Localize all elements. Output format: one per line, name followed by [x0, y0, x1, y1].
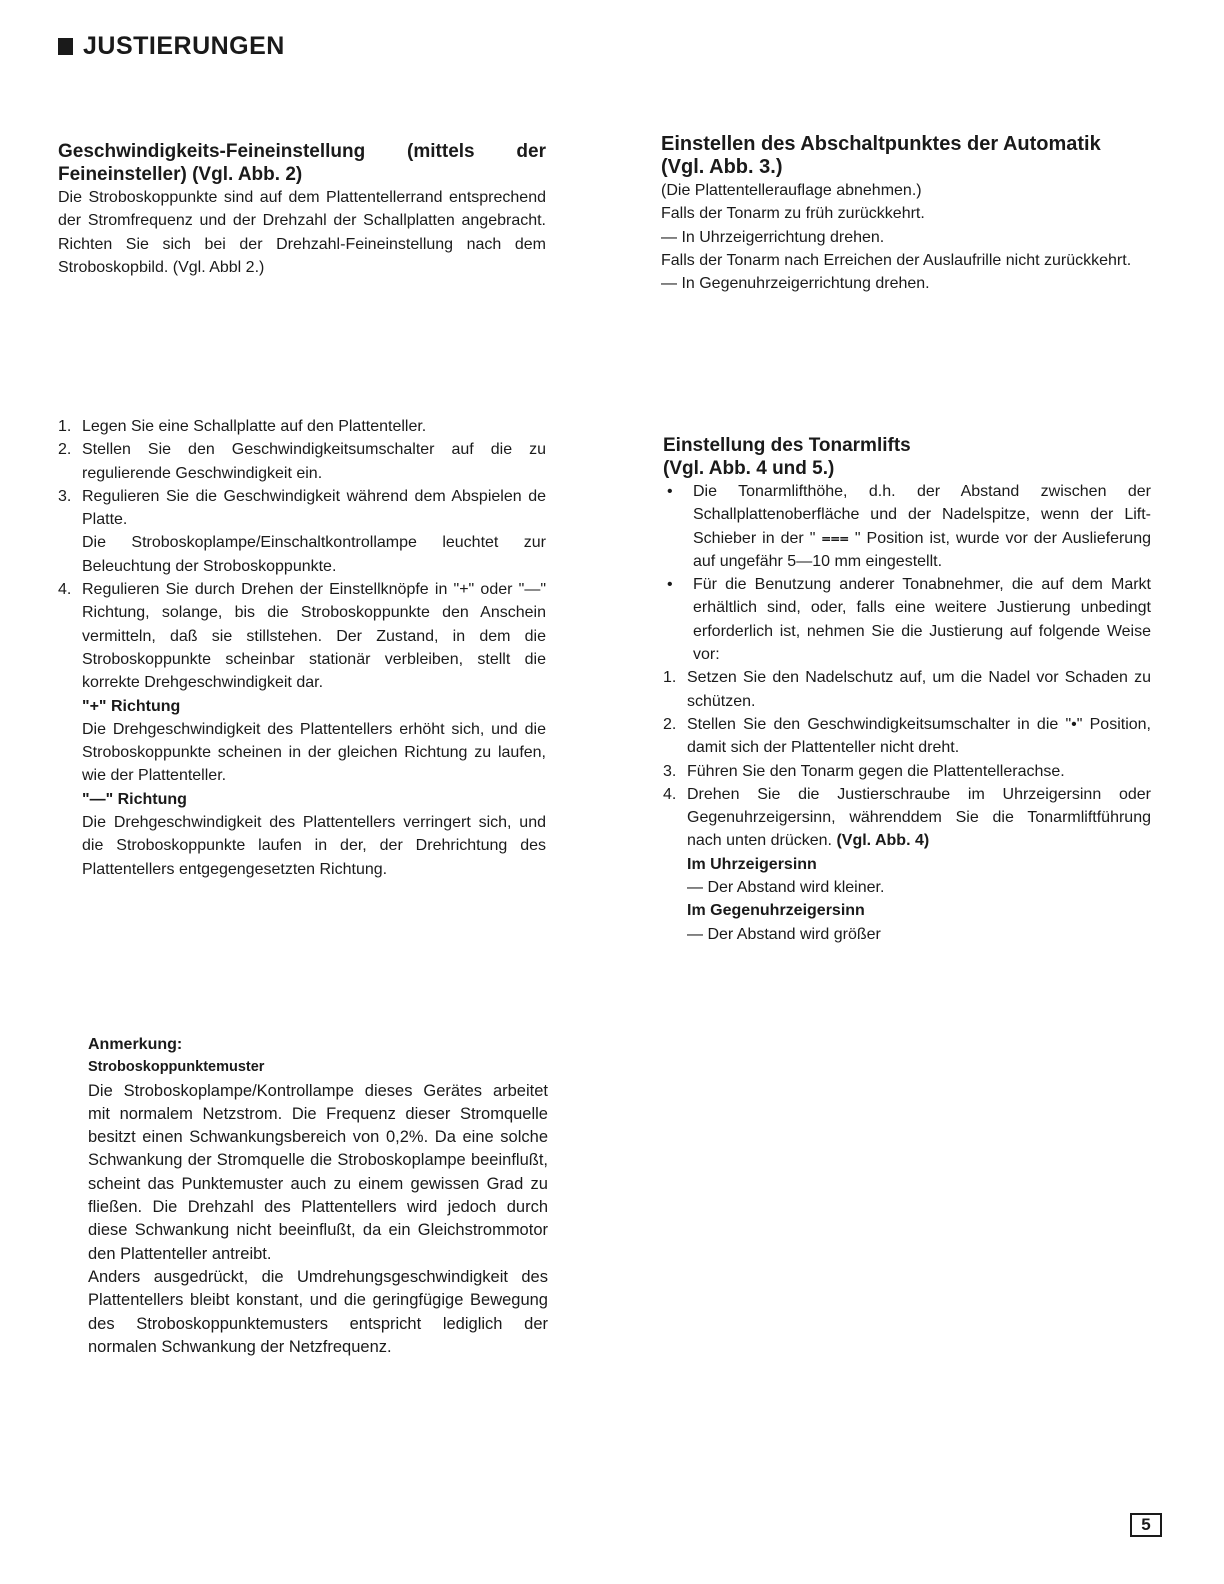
step-text: Stellen Sie den Geschwindigkeitsumschalter in die "•" Position, damit sich der Plattenteller nicht dreht.: [687, 715, 1151, 757]
auto-return-line: — In Uhrzeigerrichtung drehen.: [661, 228, 885, 246]
auto-return-line: Falls der Tonarm nach Erreichen der Auslaufrille nicht zurückkehrt.: [661, 251, 1132, 269]
list-item: [58, 415, 546, 438]
list-item: [663, 480, 1151, 573]
note-paragraph-2: Anders ausgedrückt, die Umdrehungsgeschwindigkeit des Plattentellers bleibt konstant, und die geringfügige Bewegung des Stroboskoppunktemusters entspricht lediglich der normalen Schwankung der Netzfrequenz.: [88, 1267, 548, 1356]
step-number: 1.: [663, 669, 677, 687]
tonearm-lift-title: Einstellung des Tonarmlifts: [663, 435, 911, 456]
list-item: [663, 666, 1151, 713]
auto-return-line: — In Gegenuhrzeigerrichtung drehen.: [661, 275, 930, 293]
speed-adjust-title: Geschwindigkeits-Feineinstellung (mittels der Feineinsteller) (Vgl. Abb. 2): [58, 141, 546, 185]
clockwise-label: Im Uhrzeigersinn: [687, 855, 817, 873]
bullet-dot-icon: •: [667, 576, 673, 594]
speed-steps-section: [58, 415, 546, 881]
square-bullet-icon: [58, 38, 73, 55]
plus-direction-label: "+" Richtung: [82, 697, 181, 715]
step-text: Regulieren Sie die Geschwindigkeit während dem Abspielen de Platte.: [82, 487, 546, 529]
step-text: Drehen Sie die Justierschraube im Uhrzeigersinn oder Gegenuhrzeigersinn, währenddem Sie die Tonarmliftführung nach unten drücken.: [687, 785, 1151, 850]
list-item: [663, 713, 1151, 760]
speed-steps-list: [58, 415, 546, 881]
step-number: 3.: [58, 487, 72, 505]
tonearm-lift-steps: [663, 666, 1151, 946]
step-text: Stellen Sie den Geschwindigkeitsumschalter auf die zu regulierende Geschwindigkeit ein.: [82, 441, 546, 482]
minus-direction-text: Die Drehgeschwindigkeit des Plattentellers verringert sich, und die Stroboskoppunkte laufen in der, der Drehrichtung des Plattentellers entgegengesetzten Richtung.: [82, 814, 546, 878]
page-title-text: JUSTIERUNGEN: [83, 32, 285, 60]
step-body: [687, 783, 1151, 946]
step-number: 4.: [663, 785, 677, 803]
bullet-dot-icon: •: [667, 483, 673, 500]
page-number: 5: [1130, 1513, 1162, 1537]
list-item: [58, 485, 546, 578]
step-text: Setzen Sie den Nadelschutz auf, um die Nadel vor Schaden zu schützen.: [687, 669, 1151, 710]
step-text: Legen Sie eine Schallplatte auf den Plattenteller.: [82, 418, 427, 435]
clockwise-text: — Der Abstand wird kleiner.: [687, 879, 885, 897]
minus-direction-label: "—" Richtung: [82, 790, 187, 808]
step-text: Führen Sie den Tonarm gegen die Plattentellerachse.: [687, 762, 1065, 780]
step-body: [82, 485, 546, 578]
list-item: [58, 578, 546, 881]
bullet-text: Für die Benutzung anderer Tonabnehmer, die auf dem Markt erhältlich sind, oder, falls eine weitere Justierung unbedingt erforderlich ist, nehmen Sie die Justierung auf folgende Weise vor:: [693, 576, 1151, 664]
counterclockwise-text: — Der Abstand wird größer: [687, 925, 881, 943]
speed-adjust-body: Die Stroboskoppunkte sind auf dem Plattentellerrand entsprechend der Stromfrequenz und der Drehzahl der Schallplatten angebracht. Richten Sie sich bei der Drehzahl-Feineinstellung nach dem Stroboskopbild. (Vgl. Abbl 2.): [58, 189, 546, 276]
counterclockwise-label: Im Gegenuhrzeigersinn: [687, 902, 865, 920]
page-title: [58, 32, 285, 61]
plus-direction-text: Die Drehgeschwindigkeit des Plattentellers erhöht sich, und die Stroboskoppunkte scheinen in der gleichen Richtung zu laufen, wie der Plattenteller.: [82, 720, 546, 785]
note-section: [88, 1033, 548, 1359]
list-item: [663, 573, 1151, 666]
tonearm-lift-section: [663, 434, 1151, 946]
tonearm-lift-bullets: [663, 480, 1151, 666]
note-paragraph-1: Die Stroboskoplampe/Kontrollampe dieses Gerätes arbeitet mit normalem Netzstrom. Die Frequenz dieser Stromquelle besitzt einen Schwankungsbereich von 0,2%. Da eine solche Schwankung der Stromquelle die Stroboskoplampe beeinflußt, scheint das Punktemuster auch zu einem gewissen Grad zu fließen. Die Drehzahl des Plattentellers wird jedoch durch diese Schwankung nicht beeinflußt, da ein Gleichstrommotor den Plattenteller antreibt.: [88, 1081, 548, 1263]
step-number: 2.: [58, 441, 72, 459]
list-item: [58, 438, 546, 485]
step-text: Regulieren Sie durch Drehen der Einstellknöpfe in "+" oder "—" Richtung, solange, bis die Stroboskoppunkte den Anschein vermitteln, daß sie stillstehen. Der Zustand, in dem die Stroboskoppunkte scheinbar stationär verbleiben, stellt die korrekte Drehgeschwindigkeit dar.: [82, 581, 546, 692]
auto-return-line: Falls der Tonarm zu früh zurückkehrt.: [661, 205, 925, 223]
auto-return-title: Einstellen des Abschaltpunktes der Automatik (Vgl. Abb. 3.): [661, 133, 1101, 178]
bullet-text: Die Tonarmlifthöhe, d.h. der Abstand zwischen der Schallplattenoberfläche und der Nadelspitze, wenn der Lift-Schieber in der " ⩶ " Position ist, wurde vor der Auslieferung auf ungefähr 5—10 mm eingestellt.: [693, 483, 1151, 570]
step-number: 1.: [58, 418, 72, 435]
speed-adjust-section: [58, 140, 546, 279]
auto-return-section: [661, 133, 1149, 295]
tonearm-lift-subtitle: (Vgl. Abb. 4 und 5.): [663, 458, 835, 479]
note-subtitle: Stroboskoppunktemuster: [88, 1059, 265, 1076]
step-number: 3.: [663, 762, 677, 780]
list-item: [663, 783, 1151, 946]
auto-return-line: (Die Plattentellerauflage abnehmen.): [661, 182, 922, 199]
step-number: 2.: [663, 715, 677, 733]
step-extra-text: Die Stroboskoplampe/Einschaltkontrollampe leuchtet zur Beleuchtung der Stroboskoppunkte.: [82, 534, 546, 575]
step-body: [82, 578, 546, 881]
note-label: Anmerkung:: [88, 1036, 183, 1053]
figure-reference: (Vgl. Abb. 4): [836, 832, 930, 850]
list-item: [663, 760, 1151, 783]
step-number: 4.: [58, 581, 72, 599]
